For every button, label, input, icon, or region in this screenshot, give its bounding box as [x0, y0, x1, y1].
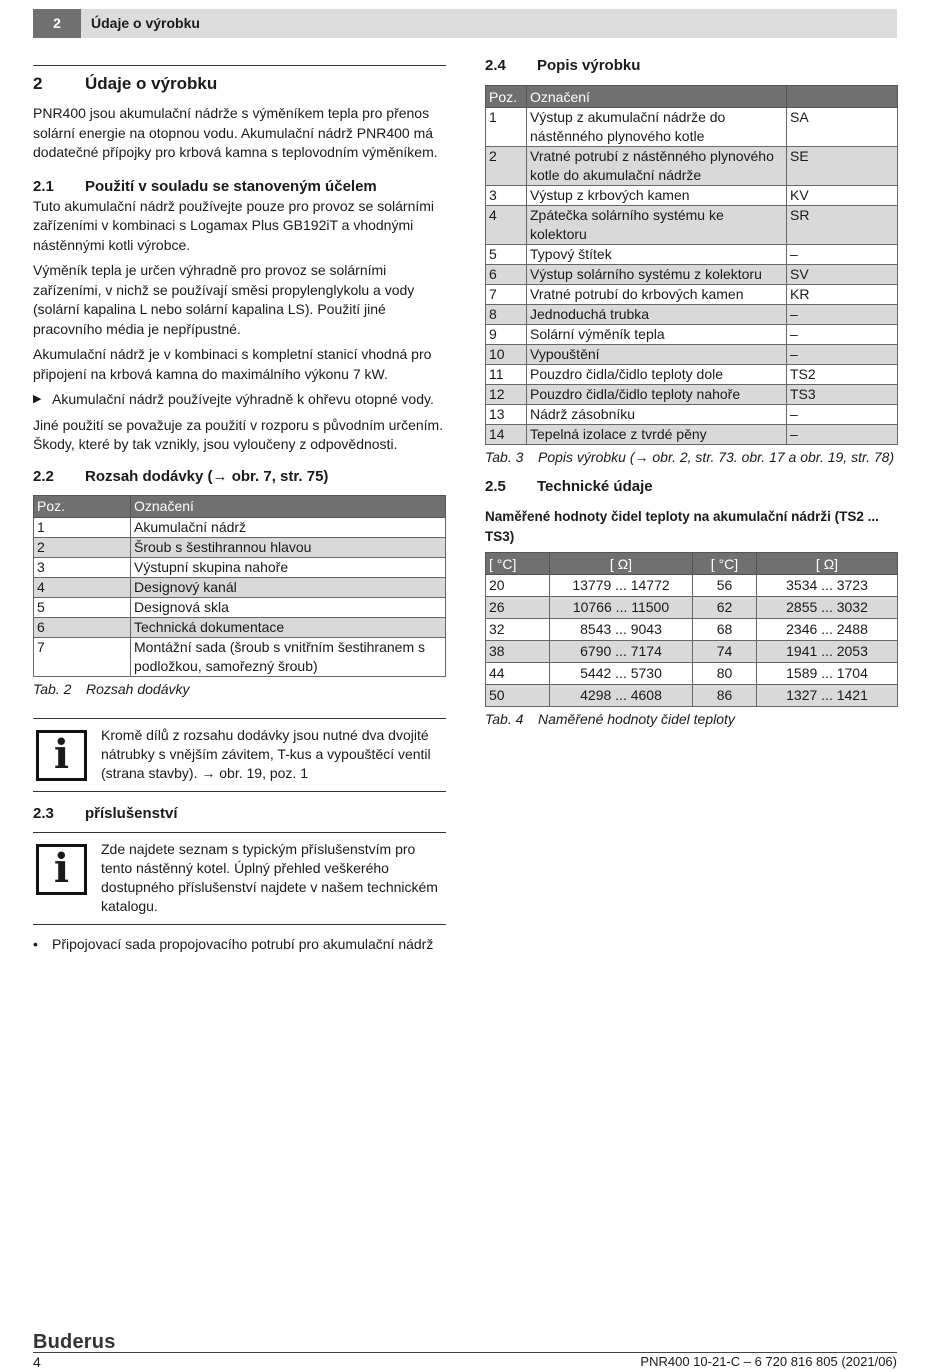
section-title: Technické údaje — [537, 478, 653, 495]
table-cell: Výstup solárního systému z kolektoru — [527, 265, 787, 285]
section-2-1-heading — [33, 177, 446, 197]
table-cell: 13779 ... 14772 — [550, 575, 693, 597]
caption-text: Rozsah dodávky — [86, 680, 190, 697]
table-cell: 6 — [34, 617, 131, 637]
table-caption — [33, 679, 446, 699]
left-column — [33, 65, 446, 954]
table-cell: 1589 ... 1704 — [757, 663, 898, 685]
table-cell: – — [787, 305, 898, 325]
table-cell: KV — [787, 186, 898, 206]
table-row — [486, 425, 898, 445]
buderus-logo: Buderus — [33, 1331, 116, 1353]
usage-paragraph-1: Tuto akumulační nádrž používejte pouze pro provoz se solárními zařízeními v kombinaci s Logamax Plus GB192iT a vhodnými nástěnnými kotli výrobce. — [33, 197, 435, 253]
table-row — [486, 186, 898, 206]
table-cell: – — [787, 425, 898, 445]
table-cell: 3 — [34, 557, 131, 577]
table-cell: Tepelná izolace z tvrdé pěny — [527, 425, 787, 445]
table-cell: Výstup z krbových kamen — [527, 186, 787, 206]
table-header: Označení — [131, 495, 446, 517]
info-note — [33, 832, 446, 925]
table-cell: – — [787, 325, 898, 345]
intro-paragraph: PNR400 jsou akumulační nádrže s výměníkem tepla pro přenos solární energie na otopnou vodu. Akumulační nádrž PNR400 má dodatečné přípojky pro krbová kamna s teplovodním výměníkem. — [33, 105, 438, 160]
table-row — [486, 147, 898, 186]
table-cell: 6790 ... 7174 — [550, 641, 693, 663]
table-cell: 14 — [486, 425, 527, 445]
table-cell: 2346 ... 2488 — [757, 619, 898, 641]
table-cell: 3 — [486, 186, 527, 206]
table-cell: Vypouštění — [527, 345, 787, 365]
table-row — [486, 206, 898, 245]
table-cell: Designová skla — [131, 597, 446, 617]
table-cell: SE — [787, 147, 898, 186]
table-header — [787, 86, 898, 108]
table-cell: 8 — [486, 305, 527, 325]
arrow-bullet-icon: ▶ — [33, 393, 42, 405]
table-cell: 4 — [34, 577, 131, 597]
table-cell: 2 — [34, 537, 131, 557]
section-number: 2.4 — [485, 57, 506, 74]
section-2-3-heading — [33, 804, 446, 824]
accessory-list-item — [33, 935, 446, 955]
table-cell: 50 — [486, 685, 550, 707]
table-header: [ °C] — [486, 553, 550, 575]
table-cell: Jednoduchá trubka — [527, 305, 787, 325]
table-row — [486, 641, 898, 663]
table-row — [486, 285, 898, 305]
table-cell: 74 — [693, 641, 757, 663]
table-cell: 5 — [34, 597, 131, 617]
section-2-4-heading — [485, 56, 898, 76]
right-column — [485, 56, 898, 729]
table-row — [486, 325, 898, 345]
table-cell: SR — [787, 206, 898, 245]
table-header: [ Ω] — [757, 553, 898, 575]
table-cell: SV — [787, 265, 898, 285]
table-cell: 44 — [486, 663, 550, 685]
info-icon: i — [36, 844, 87, 895]
table-header: Označení — [527, 86, 787, 108]
table-header: Poz. — [486, 86, 527, 108]
table-cell: 11 — [486, 365, 527, 385]
table-cell: TS3 — [787, 385, 898, 405]
section-title: příslušenství — [85, 804, 178, 822]
table-row — [486, 305, 898, 325]
caption-number: Tab. 3 — [485, 449, 524, 465]
table-cell: Vratné potrubí do krbových kamen — [527, 285, 787, 305]
table-cell: Pouzdro čidla/čidlo teploty dole — [527, 365, 787, 385]
table-row — [486, 575, 898, 597]
info-note — [33, 718, 446, 792]
table-cell: 10 — [486, 345, 527, 365]
section-number: 2.2 — [33, 467, 54, 485]
chapter-number: 2 — [33, 9, 81, 38]
table-row — [486, 663, 898, 685]
table-cell: 10766 ... 11500 — [550, 597, 693, 619]
table-row — [486, 597, 898, 619]
table-cell: 1327 ... 1421 — [757, 685, 898, 707]
table-cell: 4298 ... 4608 — [550, 685, 693, 707]
table-cell: – — [787, 405, 898, 425]
table-cell: 1 — [486, 108, 527, 147]
info-note-text: Kromě dílů z rozsahu dodávky jsou nutné dva dvojité nátrubky s vnějším závitem, T-kus a vypouštěcí ventil (strana stavby). → obr. 19, poz. 1 — [101, 726, 431, 781]
table-cell: 3534 ... 3723 — [757, 575, 898, 597]
table-cell: Šroub s šestihrannou hlavou — [131, 537, 446, 557]
table-row — [34, 557, 446, 577]
table-cell: Vratné potrubí z nástěnného plynového kotle do akumulační nádrže — [527, 147, 787, 186]
table-row — [486, 245, 898, 265]
usage-instruction-text: Akumulační nádrž používejte výhradně k ohřevu otopné vody. — [52, 391, 434, 407]
caption-number: Tab. 4 — [485, 711, 524, 727]
section-title: Rozsah dodávky (→ obr. 7, str. 75) — [85, 467, 329, 485]
table-row — [34, 597, 446, 617]
chapter-header-bar — [33, 9, 897, 38]
table-cell: 1 — [34, 517, 131, 537]
section-2-5-heading — [485, 477, 898, 497]
product-description-table — [485, 85, 898, 445]
table-header: [ Ω] — [550, 553, 693, 575]
table-cell: Pouzdro čidla/čidlo teploty nahoře — [527, 385, 787, 405]
usage-instruction — [33, 390, 446, 410]
section-number: 2.1 — [33, 177, 54, 195]
section-title: Údaje o výrobku — [85, 74, 218, 93]
table-cell: 68 — [693, 619, 757, 641]
table-cell: 20 — [486, 575, 550, 597]
table-cell: Solární výměník tepla — [527, 325, 787, 345]
sensor-values-table — [485, 552, 898, 707]
table-row — [486, 265, 898, 285]
table-header: Poz. — [34, 495, 131, 517]
chapter-title: Údaje o výrobku — [91, 15, 200, 31]
caption-number: Tab. 2 — [33, 680, 72, 697]
info-note-text: Zde najdete seznam s typickým příslušenstvím pro tento nástěnný kotel. Úplný přehled veškerého dostupného příslušenství najdete v našem technickém katalogu. — [101, 840, 438, 914]
table-cell: 62 — [693, 597, 757, 619]
table-cell: 6 — [486, 265, 527, 285]
table-cell: Výstupní skupina nahoře — [131, 557, 446, 577]
table-row — [34, 617, 446, 637]
accessory-text: Připojovací sada propojovacího potrubí pro akumulační nádrž — [52, 935, 434, 952]
table-cell: 7 — [34, 637, 131, 676]
table-cell: 26 — [486, 597, 550, 619]
caption-text: Naměřené hodnoty čidel teploty — [538, 711, 735, 727]
table-row — [486, 685, 898, 707]
table-row — [486, 385, 898, 405]
section-number: 2.5 — [485, 478, 506, 495]
document-id: PNR400 10-21-C – 6 720 816 805 (2021/06) — [640, 1354, 897, 1369]
section-title: Popis výrobku — [537, 57, 641, 74]
table-cell: 38 — [486, 641, 550, 663]
footer-divider — [33, 1352, 897, 1353]
section-2-2-heading — [33, 467, 446, 487]
table-cell: 5 — [486, 245, 527, 265]
table-cell: 9 — [486, 325, 527, 345]
table-cell: 1941 ... 2053 — [757, 641, 898, 663]
usage-paragraph-4: Jiné použití se považuje za použití v rozporu s původním určením. Škody, které by tak vznikly, jsou vyloučeny z odpovědnosti. — [33, 416, 444, 452]
table-header: [ °C] — [693, 553, 757, 575]
sensor-table-title: Naměřené hodnoty čidel teploty na akumulační nádrži (TS2 ... TS3) — [485, 509, 879, 544]
info-icon: i — [36, 730, 87, 781]
table-cell: Výstup z akumulační nádrže do nástěnného plynového kotle — [527, 108, 787, 147]
page-number: 4 — [33, 1354, 41, 1370]
section-number: 2.3 — [33, 804, 54, 822]
table-cell: 32 — [486, 619, 550, 641]
table-row — [486, 365, 898, 385]
table-cell: 2 — [486, 147, 527, 186]
usage-paragraph-3: Akumulační nádrž je v kombinaci s kompletní stanicí vhodná pro připojení na krbová kamna do maximálního výkonu 7 kW. — [33, 346, 432, 382]
section-number: 2 — [33, 74, 43, 93]
table-cell: Technická dokumentace — [131, 617, 446, 637]
table-cell: KR — [787, 285, 898, 305]
table-cell: – — [787, 345, 898, 365]
table-cell: SA — [787, 108, 898, 147]
table-cell: 8543 ... 9043 — [550, 619, 693, 641]
table-row — [486, 108, 898, 147]
table-row — [486, 405, 898, 425]
table-cell: Zpátečka solárního systému ke kolektoru — [527, 206, 787, 245]
table-cell: 2855 ... 3032 — [757, 597, 898, 619]
section-title: Použití v souladu se stanoveným účelem — [85, 177, 377, 195]
table-cell: Nádrž zásobníku — [527, 405, 787, 425]
table-row — [34, 637, 446, 676]
table-cell: 13 — [486, 405, 527, 425]
table-caption — [485, 709, 898, 729]
table-cell: 7 — [486, 285, 527, 305]
table-cell: 86 — [693, 685, 757, 707]
table-cell: 12 — [486, 385, 527, 405]
table-cell: Montážní sada (šroub s vnitřním šestihranem s podložkou, samořezný šroub) — [131, 637, 446, 676]
table-cell: TS2 — [787, 365, 898, 385]
bullet-dot-icon: • — [33, 935, 38, 952]
table-row — [486, 619, 898, 641]
table-cell: Typový štítek — [527, 245, 787, 265]
table-cell: Designový kanál — [131, 577, 446, 597]
table-cell: Akumulační nádrž — [131, 517, 446, 537]
table-cell: 80 — [693, 663, 757, 685]
caption-text: Popis výrobku (→ obr. 2, str. 73. obr. 17 a obr. 19, str. 78) — [538, 449, 895, 465]
table-row — [34, 517, 446, 537]
table-row — [486, 345, 898, 365]
usage-paragraph-2: Výměník tepla je určen výhradně pro provoz se solárními zařízeními, v nichž se používají směsi propylenglykolu a vody (solární kapalina L nebo solární kapalina LS). Použití jiné pracovního média je nepřípustné. — [33, 262, 415, 337]
delivery-scope-table — [33, 495, 446, 677]
table-cell: 56 — [693, 575, 757, 597]
table-cell: 4 — [486, 206, 527, 245]
table-row — [34, 577, 446, 597]
table-cell: – — [787, 245, 898, 265]
table-caption — [485, 447, 898, 467]
table-row — [34, 537, 446, 557]
table-cell: 5442 ... 5730 — [550, 663, 693, 685]
section-2-heading — [33, 74, 446, 94]
